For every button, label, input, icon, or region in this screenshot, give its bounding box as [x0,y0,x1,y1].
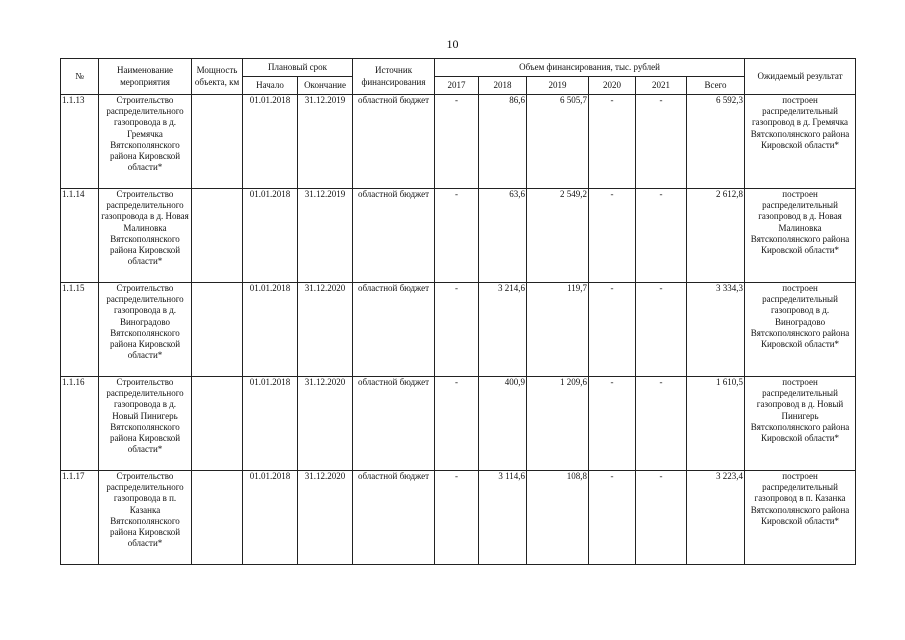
row-2019: 108,8 [527,471,589,565]
row-end: 31.12.2020 [298,377,353,471]
table-row [61,283,856,377]
header-2017: 2017 [435,77,479,95]
row-2020: - [589,377,636,471]
header-funding: Объем финансирования, тыс. рублей [435,59,745,77]
row-result: построен распределительный газопровод в д. Новый Пинигерь Вятскополянского района Кировской области* [745,377,856,471]
row-capacity [192,95,243,189]
row-end: 31.12.2019 [298,189,353,283]
header-source: Источник финансирования [353,59,435,95]
header-planned: Плановый срок [243,59,353,77]
row-2019: 119,7 [527,283,589,377]
row-end: 31.12.2019 [298,95,353,189]
header-name: Наименование мероприятия [99,59,192,95]
row-name: Строительство распределительного газопровода в п. Казанка Вятскополянского района Кировской области* [99,471,192,565]
row-num: 1.1.15 [61,283,99,377]
row-end: 31.12.2020 [298,283,353,377]
row-2018: 3 114,6 [479,471,527,565]
row-num: 1.1.14 [61,189,99,283]
row-start: 01.01.2018 [243,377,298,471]
row-result: построен распределительный газопровод в д. Виноградово Вятскополянского района Кировской области* [745,283,856,377]
table-row [61,377,856,471]
row-capacity [192,189,243,283]
header-end: Окончание [298,77,353,95]
header-2021: 2021 [636,77,687,95]
table-row [61,189,856,283]
row-capacity [192,283,243,377]
row-total: 6 592,3 [687,95,745,189]
row-2020: - [589,189,636,283]
row-total: 1 610,5 [687,377,745,471]
row-2017: - [435,377,479,471]
row-2019: 1 209,6 [527,377,589,471]
header-2019: 2019 [527,77,589,95]
row-name: Строительство распределительного газопровода в д. Гремячка Вятскополянского района Кировской области* [99,95,192,189]
row-capacity [192,471,243,565]
row-2021: - [636,283,687,377]
row-source: областной бюджет [353,471,435,565]
row-name: Строительство распределительного газопровода в д. Новый Пинигерь Вятскополянского района Кировской области* [99,377,192,471]
row-2018: 3 214,6 [479,283,527,377]
row-2018: 400,9 [479,377,527,471]
row-2017: - [435,283,479,377]
row-source: областной бюджет [353,377,435,471]
row-2020: - [589,95,636,189]
row-source: областной бюджет [353,95,435,189]
header-num: № [61,59,99,95]
row-start: 01.01.2018 [243,95,298,189]
row-start: 01.01.2018 [243,283,298,377]
row-source: областной бюджет [353,189,435,283]
row-2020: - [589,283,636,377]
row-2017: - [435,471,479,565]
row-capacity [192,377,243,471]
header-2018: 2018 [479,77,527,95]
row-name: Строительство распределительного газопровода в д. Новая Малиновка Вятскополянского района Кировской области* [99,189,192,283]
row-num: 1.1.13 [61,95,99,189]
page-number: 10 [446,37,459,51]
row-result: построен распределительный газопровод в п. Казанка Вятскополянского района Кировской области* [745,471,856,565]
row-result: построен распределительный газопровод в д. Гремячка Вятскополянского района Кировской области* [745,95,856,189]
row-total: 2 612,8 [687,189,745,283]
row-end: 31.12.2020 [298,471,353,565]
row-2021: - [636,377,687,471]
header-result: Ожидаемый результат [745,59,856,95]
row-start: 01.01.2018 [243,189,298,283]
row-num: 1.1.16 [61,377,99,471]
row-start: 01.01.2018 [243,471,298,565]
header-start: Начало [243,77,298,95]
row-total: 3 223,4 [687,471,745,565]
table-row [61,471,856,565]
header-total: Всего [687,77,745,95]
row-2019: 2 549,2 [527,189,589,283]
table-row [61,95,856,189]
row-num: 1.1.17 [61,471,99,565]
row-2017: - [435,95,479,189]
row-2021: - [636,189,687,283]
row-result: построен распределительный газопровод в д. Новая Малиновка Вятскополянского района Кировской области* [745,189,856,283]
row-2019: 6 505,7 [527,95,589,189]
row-2021: - [636,471,687,565]
row-2018: 86,6 [479,95,527,189]
financing-table [60,58,856,565]
row-source: областной бюджет [353,283,435,377]
row-2017: - [435,189,479,283]
row-2018: 63,6 [479,189,527,283]
row-2021: - [636,95,687,189]
row-name: Строительство распределительного газопровода в д. Виноградово Вятскополянского района Кировской области* [99,283,192,377]
row-total: 3 334,3 [687,283,745,377]
header-capacity: Мощность объекта, км [192,59,243,95]
header-2020: 2020 [589,77,636,95]
row-2020: - [589,471,636,565]
